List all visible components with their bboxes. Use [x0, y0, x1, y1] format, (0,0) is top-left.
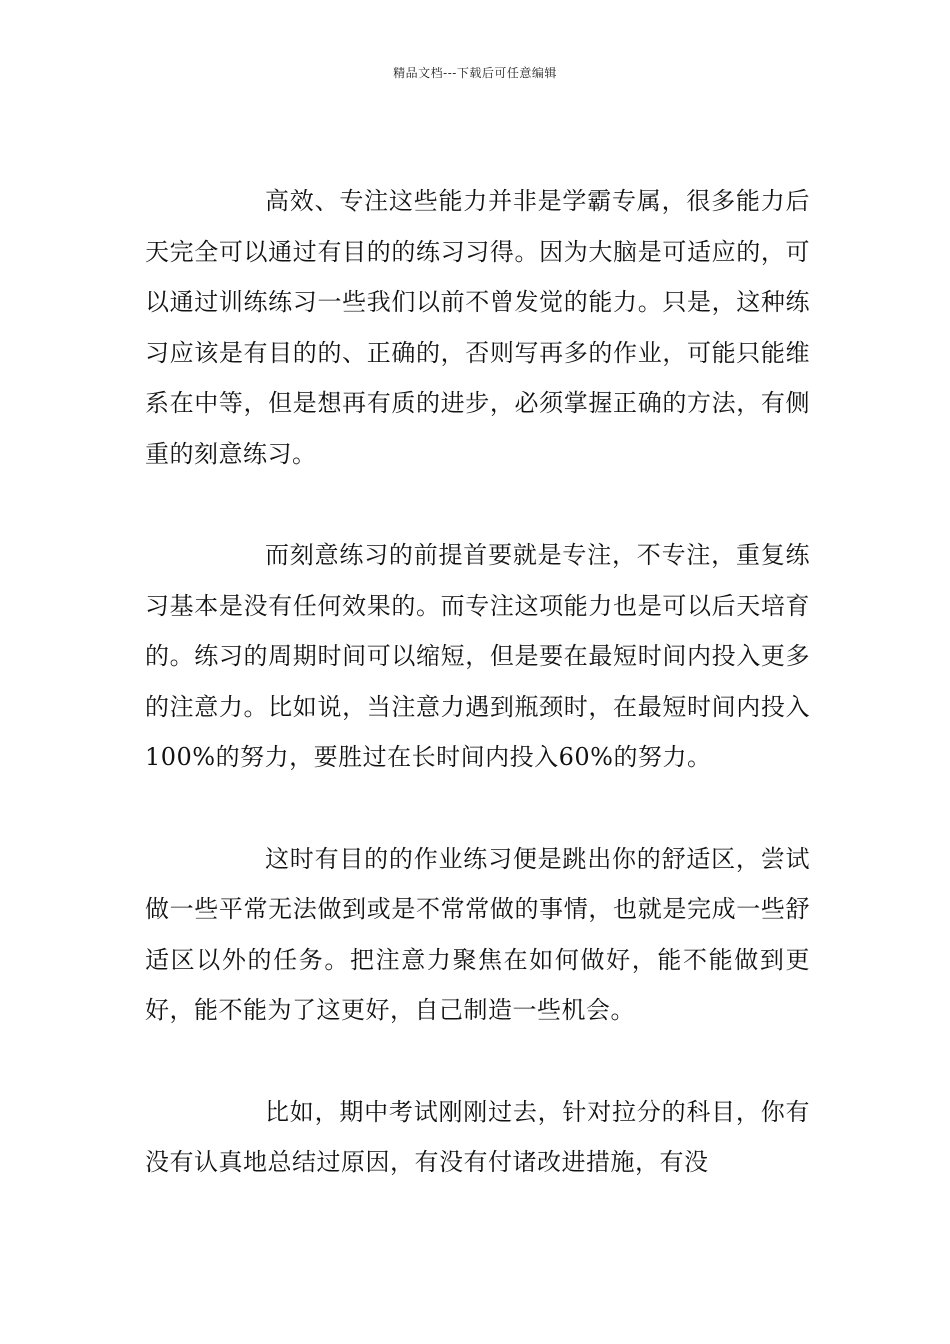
page-header: 精品文档---下载后可任意编辑 — [393, 66, 557, 80]
document-body — [145, 176, 810, 1188]
paragraph-2: 而刻意练习的前提首要就是专注，不专注，重复练习基本是没有任何效果的。而专注这项能力也是可以后天培育的。练习的周期时间可以缩短，但是要在最短时间内投入更多的注意力。比如说，当注意力遇到瓶颈时，在最短时间内投入100%的努力，要胜过在长时间内投入60%的努力。 — [145, 541, 810, 771]
paragraph-4: 比如，期中考试刚刚过去，针对拉分的科目，你有没有认真地总结过原因，有没有付诸改进措施，有没 — [145, 1097, 810, 1176]
paragraph-3: 这时有目的的作业练习便是跳出你的舒适区，尝试做一些平常无法做到或是不常常做的事情，也就是完成一些舒适区以外的任务。把注意力聚焦在如何做好，能不能做到更好，能不能为了这更好，自己制造一些机会。 — [145, 844, 810, 1024]
paragraph-1: 高效、专注这些能力并非是学霸专属，很多能力后天完全可以通过有目的的练习习得。因为大脑是可适应的，可以通过训练练习一些我们以前不曾发觉的能力。只是，这种练习应该是有目的的、正确的，否则写再多的作业，可能只能维系在中等，但是想再有质的进步，必须掌握正确的方法，有侧重的刻意练习。 — [145, 187, 810, 468]
